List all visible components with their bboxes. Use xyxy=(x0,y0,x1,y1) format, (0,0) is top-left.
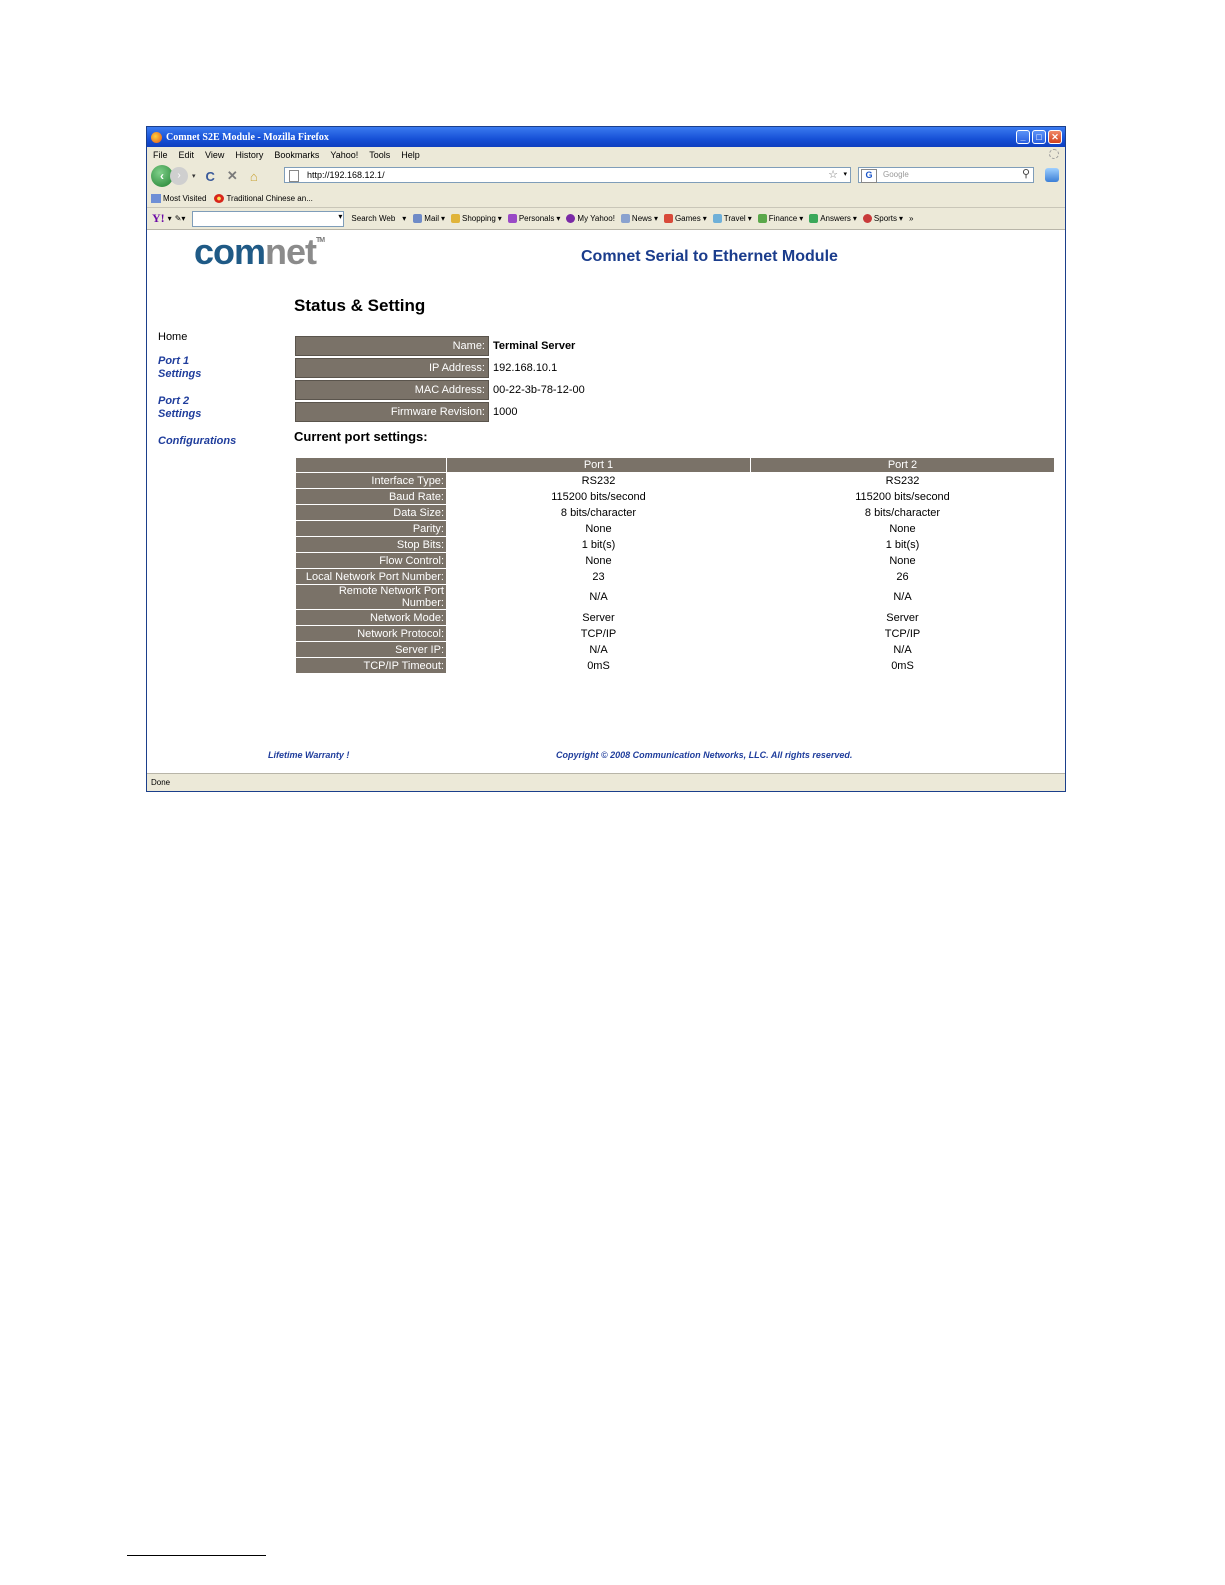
row-label: Remote Network Port Number: xyxy=(296,585,447,610)
copyright-text: Copyright © 2008 Communication Networks, LLC. All rights reserved. xyxy=(556,750,853,760)
port1-value: None xyxy=(447,521,751,537)
table-row xyxy=(296,585,1055,610)
port2-value: TCP/IP xyxy=(751,626,1055,642)
back-button[interactable]: ‹ xyxy=(151,165,173,187)
table-row xyxy=(296,521,1055,537)
row-label: Parity: xyxy=(296,521,447,537)
status-info-table xyxy=(295,334,589,424)
reload-icon[interactable]: C xyxy=(205,168,215,184)
column-header-port2: Port 2 xyxy=(751,458,1055,473)
row-label: TCP/IP Timeout: xyxy=(296,658,447,674)
yahoo-menu-dropdown-icon[interactable]: ▾ xyxy=(167,214,172,223)
search-icon[interactable]: ⚲ xyxy=(1021,168,1030,180)
port-settings-title: Current port settings: xyxy=(294,429,428,444)
table-row xyxy=(295,402,589,422)
status-bar: Done xyxy=(147,773,1065,791)
menu-bookmarks[interactable]: Bookmarks xyxy=(274,149,320,160)
yahoo-answers[interactable]: Answers ▾ xyxy=(809,214,857,223)
port2-value: N/A xyxy=(751,585,1055,610)
row-label: Stop Bits: xyxy=(296,537,447,553)
maximize-button[interactable]: □ xyxy=(1032,130,1046,144)
footnote-separator xyxy=(127,1555,266,1556)
name-value: Terminal Server xyxy=(493,340,576,352)
yahoo-sports[interactable]: Sports ▾ xyxy=(863,214,903,223)
port2-value: 1 bit(s) xyxy=(751,537,1055,553)
my-yahoo-icon xyxy=(566,214,575,223)
port-settings-table xyxy=(295,457,1055,674)
pencil-icon[interactable]: ✎▾ xyxy=(174,214,186,223)
port1-value: 115200 bits/second xyxy=(447,489,751,505)
personals-icon xyxy=(508,214,517,223)
yahoo-news[interactable]: News ▾ xyxy=(621,214,658,223)
answers-icon xyxy=(809,214,818,223)
row-label: Local Network Port Number: xyxy=(296,569,447,585)
column-header-blank xyxy=(296,458,447,473)
ip-value: 192.168.10.1 xyxy=(493,362,558,374)
throbber-icon xyxy=(1049,149,1059,159)
menu-view[interactable]: View xyxy=(205,149,225,160)
url-bar[interactable] xyxy=(284,167,851,183)
yahoo-my-yahoo[interactable]: My Yahoo! xyxy=(566,214,615,223)
search-box[interactable] xyxy=(858,167,1034,183)
flower-icon xyxy=(214,194,224,203)
name-label: Name: xyxy=(295,336,489,356)
chart-icon xyxy=(151,194,161,203)
menu-yahoo[interactable]: Yahoo! xyxy=(330,149,359,160)
minimize-button[interactable]: _ xyxy=(1016,130,1030,144)
navigation-toolbar xyxy=(147,162,1065,190)
mail-icon xyxy=(413,214,422,223)
menu-edit[interactable]: Edit xyxy=(178,149,195,160)
page-icon xyxy=(289,170,299,182)
window-title: Comnet S2E Module - Mozilla Firefox xyxy=(166,131,329,143)
port1-value: None xyxy=(447,553,751,569)
side-navigation xyxy=(158,331,268,462)
port2-value: 0mS xyxy=(751,658,1055,674)
nav-configurations[interactable]: Configurations xyxy=(158,435,237,447)
table-row xyxy=(296,489,1055,505)
yahoo-search-web[interactable]: Search Web xyxy=(351,214,396,223)
home-icon[interactable]: ⌂ xyxy=(249,168,258,184)
port1-value: 8 bits/character xyxy=(447,505,751,521)
sports-icon xyxy=(863,214,872,223)
yahoo-travel[interactable]: Travel ▾ xyxy=(713,214,752,223)
extension-icon[interactable] xyxy=(1045,168,1059,182)
port2-value: 26 xyxy=(751,569,1055,585)
row-label: Flow Control: xyxy=(296,553,447,569)
mac-label: MAC Address: xyxy=(295,380,489,400)
close-button[interactable]: ✕ xyxy=(1048,130,1062,144)
table-row xyxy=(296,610,1055,626)
table-header-row xyxy=(296,458,1055,473)
table-row xyxy=(296,537,1055,553)
menu-file[interactable]: File xyxy=(153,149,168,160)
menu-bar xyxy=(147,147,1065,162)
bookmark-most-visited[interactable]: Most Visited xyxy=(151,194,206,203)
page-header-title: Comnet Serial to Ethernet Module xyxy=(581,248,838,265)
ip-label: IP Address: xyxy=(295,358,489,378)
port2-value: 115200 bits/second xyxy=(751,489,1055,505)
title-bar xyxy=(147,127,1065,147)
table-row xyxy=(296,642,1055,658)
menu-help[interactable]: Help xyxy=(401,149,420,160)
table-row xyxy=(295,358,589,378)
port2-value: None xyxy=(751,553,1055,569)
port1-value: N/A xyxy=(447,585,751,610)
port1-value: RS232 xyxy=(447,473,751,489)
table-row xyxy=(295,336,589,356)
google-engine-icon[interactable]: G xyxy=(861,169,877,183)
menu-tools[interactable]: Tools xyxy=(369,149,391,160)
table-row xyxy=(296,473,1055,489)
port1-value: 23 xyxy=(447,569,751,585)
port2-value: Server xyxy=(751,610,1055,626)
bookmarks-toolbar xyxy=(147,190,1065,208)
bookmark-star-icon[interactable]: ☆ xyxy=(828,169,838,181)
table-row xyxy=(296,626,1055,642)
yahoo-search-input[interactable] xyxy=(192,211,344,227)
browser-window xyxy=(146,126,1066,792)
port1-value: Server xyxy=(447,610,751,626)
port1-value: N/A xyxy=(447,642,751,658)
port2-value: None xyxy=(751,521,1055,537)
nav-port2-settings[interactable]: Port 2 Settings xyxy=(158,395,202,420)
yahoo-games[interactable]: Games ▾ xyxy=(664,214,707,223)
history-dropdown-icon[interactable]: ▾ xyxy=(192,173,196,180)
port1-value: 1 bit(s) xyxy=(447,537,751,553)
row-label: Baud Rate: xyxy=(296,489,447,505)
port1-value: 0mS xyxy=(447,658,751,674)
bookmark-traditional-chinese[interactable]: Traditional Chinese an... xyxy=(214,194,312,203)
column-header-port1: Port 1 xyxy=(447,458,751,473)
table-row xyxy=(295,380,589,400)
port2-value: N/A xyxy=(751,642,1055,658)
table-row xyxy=(296,505,1055,521)
table-row xyxy=(296,569,1055,585)
shield-icon[interactable]: ▾ xyxy=(402,214,407,223)
row-label: Network Mode: xyxy=(296,610,447,626)
menu-history[interactable]: History xyxy=(235,149,264,160)
search-placeholder: Google xyxy=(883,170,909,179)
nav-home[interactable]: Home xyxy=(158,331,188,343)
travel-icon xyxy=(713,214,722,223)
yahoo-shopping[interactable]: Shopping ▾ xyxy=(451,214,502,223)
forward-button[interactable]: › xyxy=(170,167,188,185)
table-row xyxy=(296,658,1055,674)
yahoo-logo[interactable]: Y! xyxy=(152,211,165,225)
toolbar-overflow-chevron[interactable]: » xyxy=(909,214,914,223)
url-text: http://192.168.12.1/ xyxy=(307,170,385,180)
row-label: Interface Type: xyxy=(296,473,447,489)
firmware-label: Firmware Revision: xyxy=(295,402,489,422)
port1-value: TCP/IP xyxy=(447,626,751,642)
yahoo-mail[interactable]: Mail ▾ xyxy=(413,214,445,223)
firmware-value: 1000 xyxy=(493,406,518,418)
nav-port1-settings[interactable]: Port 1 Settings xyxy=(158,355,202,380)
yahoo-finance[interactable]: Finance ▾ xyxy=(758,214,803,223)
comnet-logo: comnet™ xyxy=(194,231,325,272)
page-content xyxy=(147,230,1065,770)
port2-value: 8 bits/character xyxy=(751,505,1055,521)
stop-icon[interactable]: ✕ xyxy=(226,168,238,183)
row-label: Server IP: xyxy=(296,642,447,658)
port2-value: RS232 xyxy=(751,473,1055,489)
row-label: Data Size: xyxy=(296,505,447,521)
table-row xyxy=(296,553,1055,569)
yahoo-personals[interactable]: Personals ▾ xyxy=(508,214,561,223)
url-dropdown-icon[interactable]: ▾ xyxy=(843,171,847,178)
yahoo-toolbar xyxy=(147,208,1065,230)
firefox-icon xyxy=(151,132,162,143)
row-label: Network Protocol: xyxy=(296,626,447,642)
status-title: Status & Setting xyxy=(294,296,426,315)
games-icon xyxy=(664,214,673,223)
news-icon xyxy=(621,214,630,223)
shopping-icon xyxy=(451,214,460,223)
mac-value: 00-22-3b-78-12-00 xyxy=(493,384,585,396)
finance-icon xyxy=(758,214,767,223)
warranty-link[interactable]: Lifetime Warranty ! xyxy=(268,750,350,760)
